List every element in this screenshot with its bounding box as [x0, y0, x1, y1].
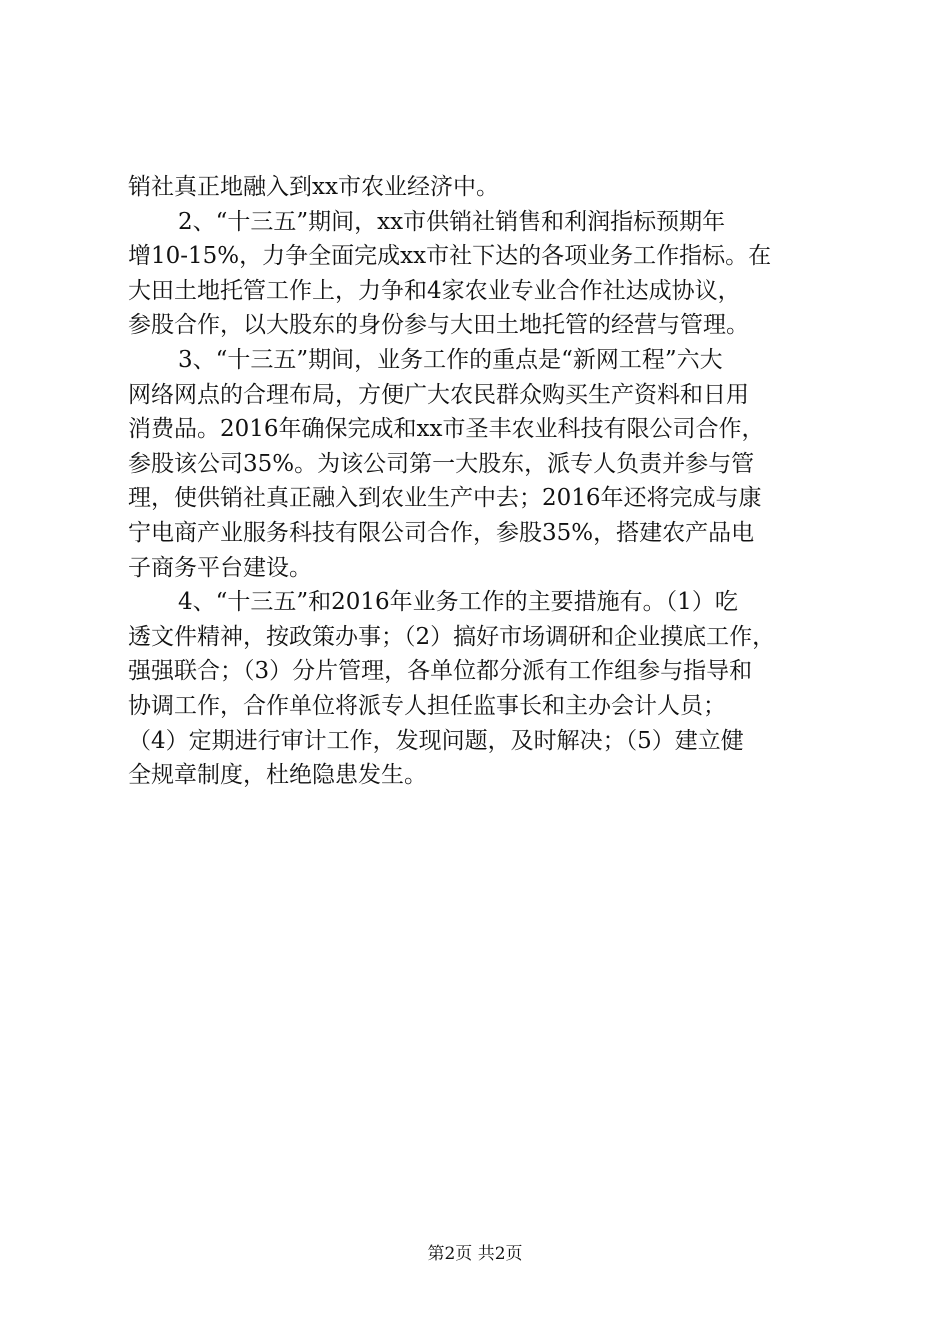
text-line: 参股合作，以大股东的身份参与大田土地托管的经营与管理。 — [128, 312, 749, 339]
text-line: 4、“十三五”和2016年业务工作的主要措施有。（1）吃 — [178, 589, 738, 616]
text-line: 2、“十三五”期间，xx市供销社销售和利润指标预期年 — [178, 208, 726, 235]
page-number-footer: 第2页 共2页 — [427, 1244, 523, 1264]
text-line: 子商务平台建设。 — [128, 554, 312, 581]
text-line: 全规章制度，杜绝隐患发生。 — [128, 762, 427, 789]
text-line: 消费品。2016年确保完成和xx市圣丰农业科技有限公司合作， — [128, 416, 765, 443]
text-line: 销社真正地融入到xx市农业经济中。 — [128, 174, 499, 200]
body-text — [128, 170, 828, 793]
text-line: 协调工作，合作单位将派专人担任监事长和主办会计人员； — [128, 692, 726, 719]
text-line: 理，使供销社真正融入到农业生产中去；2016年还将完成与康 — [128, 485, 762, 512]
text-line: 3、“十三五”期间，业务工作的重点是“新网工程”六大 — [178, 346, 723, 373]
text-line: 参股该公司35%。为该公司第一大股东，派专人负责并参与管 — [128, 450, 755, 477]
text-line: 增10-15%，力争全面完成xx市社下达的各项业务工作指标。在 — [128, 243, 772, 270]
text-line: 宁电商产业服务科技有限公司合作，参股35%，搭建农产品电 — [128, 519, 755, 546]
text-line: 大田土地托管工作上，力争和4家农业专业合作社达成协议， — [128, 277, 741, 304]
text-line: 透文件精神，按政策办事；（2）搞好市场调研和企业摸底工作， — [128, 623, 776, 650]
text-line: 强强联合；（3）分片管理，各单位都分派有工作组参与指导和 — [128, 658, 753, 685]
text-line: （4）定期进行审计工作，发现问题，及时解决；（5）建立健 — [128, 727, 744, 754]
text-line: 网络网点的合理布局，方便广大农民群众购买生产资料和日用 — [128, 381, 749, 408]
